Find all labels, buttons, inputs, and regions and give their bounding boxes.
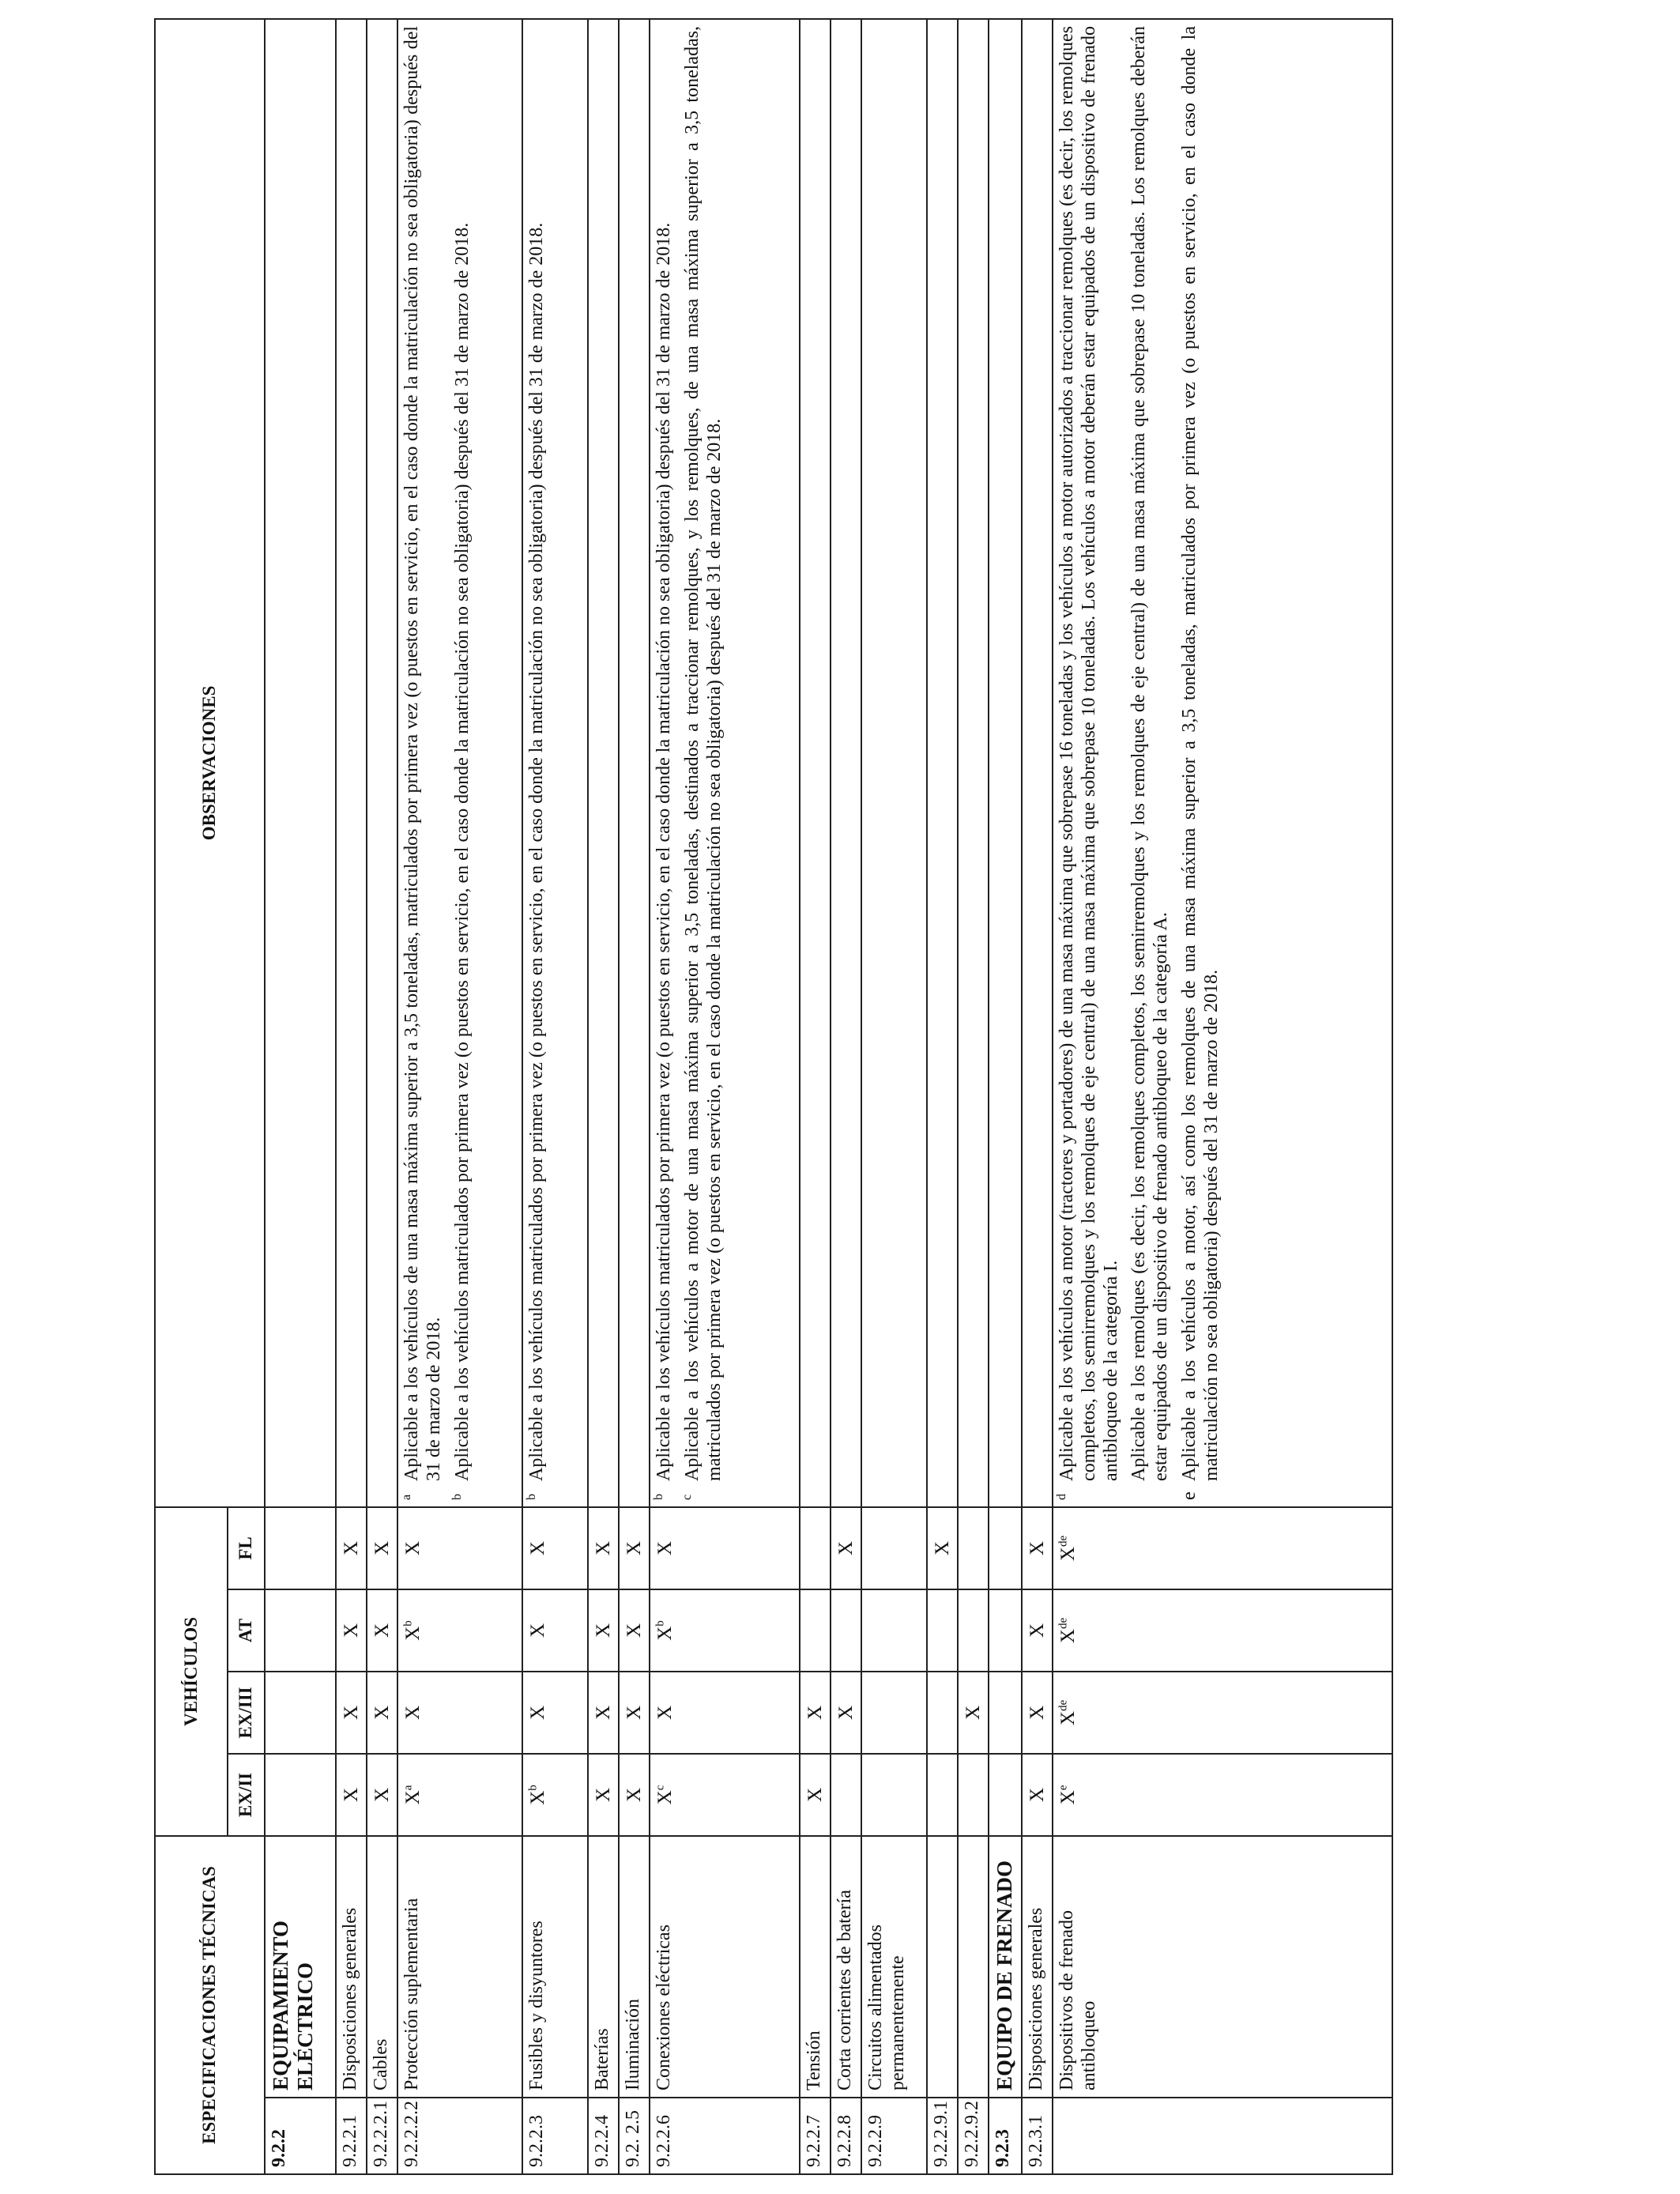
footnote-ref: e <box>1057 1785 1070 1791</box>
cell-ex2 <box>831 1754 861 1836</box>
row-observations <box>927 19 958 1507</box>
footnote-d-continued <box>1128 26 1173 1500</box>
footnote-text: Aplicable a los vehículos matriculados por primera vez (o puestos en servicio, en el caso donde la matriculación no sea obligatoria) después del 31 de marzo de 2018. <box>526 222 547 1481</box>
footnote-text: Aplicable a los vehículos de una masa máxima superior a 3,5 toneladas, matriculados por primera vez (o puestos en servicio, en el caso donde la matriculación no sea obligatoria) después del 31 de marzo de 2018. <box>401 25 444 1481</box>
row-number: 9.2.2.1 <box>336 2098 367 2174</box>
table-row <box>588 19 619 2174</box>
footnote-b: bAplicable a los vehículos matriculados por primera vez (o puestos en servicio, en el caso donde la matriculación no sea obligatoria) después del 31 de marzo de 2018. <box>652 222 674 1500</box>
cell-ex3: X <box>397 1672 522 1754</box>
cell-ex2 <box>989 1754 1022 1836</box>
cell-at <box>397 1589 522 1672</box>
cell-fl <box>265 1507 336 1589</box>
cell-at <box>958 1589 989 1672</box>
cell-ex3: X <box>958 1672 989 1754</box>
cell-ex3: X <box>522 1672 588 1754</box>
cell-fl: X <box>927 1507 958 1589</box>
cell-fl <box>800 1507 831 1589</box>
cell-at <box>927 1589 958 1672</box>
table-row <box>265 19 336 2174</box>
header-especificaciones: ESPECIFICACIONES TÉCNICAS <box>155 1836 265 2174</box>
cell-mark: X <box>527 1790 548 1805</box>
table-row <box>831 19 861 2174</box>
cell-ex3: X <box>336 1672 367 1754</box>
row-spec: Fusibles y disyuntores <box>522 1836 588 2098</box>
header-ex2: EX/II <box>228 1754 265 1836</box>
cell-ex2: X <box>336 1754 367 1836</box>
cell-ex3 <box>927 1672 958 1754</box>
cell-at <box>650 1589 800 1672</box>
cell-fl: X <box>1022 1507 1053 1589</box>
row-number: 9.2.2.9.1 <box>927 2098 958 2174</box>
cell-fl: X <box>588 1507 619 1589</box>
cell-fl <box>989 1507 1022 1589</box>
cell-ex2: X <box>800 1754 831 1836</box>
cell-at <box>831 1589 861 1672</box>
row-observations <box>397 19 522 1507</box>
cell-at <box>1053 1589 1392 1672</box>
row-spec: Disposiciones generales <box>336 1836 367 2098</box>
cell-at: X <box>619 1589 650 1672</box>
cell-fl: X <box>367 1507 397 1589</box>
table-row <box>397 19 522 2174</box>
row-number: 9.2.2.9 <box>861 2098 927 2174</box>
row-observations <box>265 19 336 1507</box>
row-observations <box>958 19 989 1507</box>
table-row <box>927 19 958 2174</box>
footnote-text: Aplicable a los vehículos a motor, así como los remolques de una masa máxima superior a 3,5 toneladas, matriculados por primera vez (o puestos en servicio, en el caso donde la matriculación no sea obligatoria) después del 31 de marzo de 2018. <box>1179 25 1222 1481</box>
footnote-c: cAplicable a los vehículos a motor de una masa máxima superior a 3,5 toneladas, destinados a traccionar remolques, y los remolques, de una masa máxima superior a 3,5 toneladas, matriculados por primera vez (o puestos en servicio, en el caso donde la matriculación no sea obligatoria) después del 31 de marzo de 2018. <box>680 25 725 1500</box>
row-observations <box>831 19 861 1507</box>
row-observations <box>367 19 397 1507</box>
row-number: 9.2.2.7 <box>800 2098 831 2174</box>
footnote-ref: de <box>1057 1617 1070 1630</box>
footnote-text: Aplicable a los vehículos a motor de una masa máxima superior a 3,5 toneladas, destinados a traccionar remolques, y los remolques, de una masa máxima superior a 3,5 toneladas, matriculados por primera vez (o puestos en servicio, en el caso donde la matriculación no sea obligatoria) después del 31 de marzo de 2018. <box>681 25 725 1481</box>
table-row <box>1053 19 1392 2174</box>
table-row <box>989 19 1022 2174</box>
table-row <box>958 19 989 2174</box>
footnote-text: Aplicable a los vehículos a motor (tractores y portadores) de una masa máxima que sobrepase 16 toneladas y los vehículos a motor autorizados a traccionar remolques (es decir, los remolques completos, los semirremolques y los remolques de eje central) de una masa máxima que sobrepase 10 toneladas. Los vehículos a motor deberán estar equipados de un dispositivo de frenado antibloqueo de la categoría I. <box>1057 25 1121 1481</box>
cell-at <box>800 1589 831 1672</box>
row-observations <box>588 19 619 1507</box>
row-number: 9.2. 2.5 <box>619 2098 650 2174</box>
row-spec: Conexiones eléctricas <box>650 1836 800 2098</box>
specifications-table <box>154 18 1393 2175</box>
row-spec: Cables <box>367 1836 397 2098</box>
header-observaciones: OBSERVACIONES <box>155 19 265 1507</box>
row-observations <box>619 19 650 1507</box>
cell-mark: X <box>402 1626 424 1641</box>
row-number: 9.2.2.6 <box>650 2098 800 2174</box>
row-observations <box>800 19 831 1507</box>
rotated-page <box>154 20 1393 2175</box>
footnote-text: Aplicable a los vehículos matriculados por primera vez (o puestos en servicio, en el caso donde la matriculación no sea obligatoria) después del 31 de marzo de 2018. <box>654 222 674 1481</box>
header-ex3: EX/III <box>228 1672 265 1754</box>
cell-ex2 <box>397 1754 522 1836</box>
row-number: 9.2.3 <box>989 2098 1022 2174</box>
table-row <box>336 19 367 2174</box>
cell-fl <box>1053 1507 1392 1589</box>
cell-ex2 <box>958 1754 989 1836</box>
cell-ex3 <box>861 1672 927 1754</box>
cell-fl: X <box>619 1507 650 1589</box>
row-spec: EQUIPAMIENTO ELÉCTRICO <box>265 1836 336 2098</box>
cell-ex2: X <box>367 1754 397 1836</box>
cell-ex2 <box>650 1754 800 1836</box>
cell-mark: X <box>1057 1711 1079 1726</box>
row-observations <box>989 19 1022 1507</box>
cell-fl <box>958 1507 989 1589</box>
cell-mark: X <box>654 1790 676 1805</box>
cell-ex2: X <box>1022 1754 1053 1836</box>
row-observations <box>1022 19 1053 1507</box>
row-number: 9.2.2.9.2 <box>958 2098 989 2174</box>
cell-ex3: X <box>800 1672 831 1754</box>
cell-fl: X <box>397 1507 522 1589</box>
cell-fl: X <box>336 1507 367 1589</box>
row-number: 9.2.3.1 <box>1022 2098 1053 2174</box>
row-spec: Tensión <box>800 1836 831 2098</box>
cell-at: X <box>522 1589 588 1672</box>
cell-ex3: X <box>588 1672 619 1754</box>
cell-ex2 <box>927 1754 958 1836</box>
footnote-e <box>1179 26 1223 1500</box>
cell-ex2: X <box>619 1754 650 1836</box>
cell-ex2 <box>265 1754 336 1836</box>
cell-ex3 <box>1053 1672 1392 1754</box>
cell-at: X <box>336 1589 367 1672</box>
cell-mark: X <box>1057 1547 1079 1562</box>
cell-ex3: X <box>619 1672 650 1754</box>
row-spec: EQUIPO DE FRENADO <box>989 1836 1022 2098</box>
footnote-ref: c <box>654 1785 667 1791</box>
row-observations <box>336 19 367 1507</box>
cell-at <box>861 1589 927 1672</box>
cell-ex2 <box>861 1754 927 1836</box>
header-at: AT <box>228 1589 265 1672</box>
cell-fl <box>861 1507 927 1589</box>
cell-fl: X <box>522 1507 588 1589</box>
cell-at <box>989 1589 1022 1672</box>
footnote-mark: e <box>1179 1491 1200 1500</box>
cell-ex3: X <box>650 1672 800 1754</box>
row-observations <box>1053 19 1392 1507</box>
header-vehiculos: VEHÍCULOS <box>155 1507 228 1836</box>
cell-ex3: X <box>831 1672 861 1754</box>
table-row <box>367 19 397 2174</box>
footnote-ref: b <box>654 1620 667 1627</box>
row-number: 9.2.2.8 <box>831 2098 861 2174</box>
footnote-b: bAplicable a los vehículos matriculados por primera vez (o puestos en servicio, en el caso donde la matriculación no sea obligatoria) después del 31 de marzo de 2018. <box>450 222 473 1500</box>
row-number: 9.2.2.2.2 <box>397 2098 522 2174</box>
row-number: 9.2.2 <box>265 2098 336 2174</box>
row-observations <box>861 19 927 1507</box>
cell-mark: X <box>1057 1790 1079 1805</box>
row-spec: Protección suplementaria <box>397 1836 522 2098</box>
row-spec <box>927 1836 958 2098</box>
footnote-ref: de <box>1057 1699 1070 1712</box>
cell-mark: X <box>654 1626 676 1641</box>
row-number: 9.2.2.4 <box>588 2098 619 2174</box>
row-number: 9.2.2.2.1 <box>367 2098 397 2174</box>
cell-at: X <box>367 1589 397 1672</box>
cell-at: X <box>1022 1589 1053 1672</box>
row-number: 9.2.2.3 <box>522 2098 588 2174</box>
table-row <box>522 19 588 2174</box>
footnote-ref: b <box>526 1785 540 1791</box>
row-spec: Baterías <box>588 1836 619 2098</box>
cell-ex3: X <box>367 1672 397 1754</box>
table-row <box>800 19 831 2174</box>
row-observations <box>650 19 800 1507</box>
row-spec: Iluminación <box>619 1836 650 2098</box>
cell-mark: X <box>1057 1629 1079 1644</box>
footnote-ref: de <box>1057 1535 1070 1547</box>
row-observations <box>522 19 588 1507</box>
row-spec: Corta corrientes de batería <box>831 1836 861 2098</box>
row-spec: Dispositivos de frenado antibloqueo <box>1053 1836 1392 2098</box>
cell-mark: X <box>402 1790 424 1805</box>
cell-fl: X <box>831 1507 861 1589</box>
cell-fl: X <box>650 1507 800 1589</box>
row-number <box>1053 2098 1392 2174</box>
header-fl: FL <box>228 1507 265 1589</box>
cell-at: X <box>588 1589 619 1672</box>
row-spec <box>958 1836 989 2098</box>
footnote-text: Aplicable a los remolques (es decir, los remolques completos, los semirremolques y los remolques de eje central) de una masa máxima que sobrepase 10 toneladas. Los remolques deberán estar equipados de un dispositivo de frenado antibloqueo de la categoría A. <box>1128 25 1172 1481</box>
cell-ex3 <box>265 1672 336 1754</box>
cell-ex3: X <box>1022 1672 1053 1754</box>
footnote-b: bAplicable a los vehículos matriculados por primera vez (o puestos en servicio, en el caso donde la matriculación no sea obligatoria) después del 31 de marzo de 2018. <box>525 222 547 1500</box>
footnote-text: Aplicable a los vehículos matriculados por primera vez (o puestos en servicio, en el caso donde la matriculación no sea obligatoria) después del 31 de marzo de 2018. <box>451 222 473 1481</box>
table-row <box>619 19 650 2174</box>
row-spec: Circuitos alimentados permanentemente <box>861 1836 927 2098</box>
row-spec: Disposiciones generales <box>1022 1836 1053 2098</box>
footnote-ref: a <box>401 1785 415 1791</box>
table-row <box>861 19 927 2174</box>
cell-ex2 <box>1053 1754 1392 1836</box>
footnote-d: dAplicable a los vehículos a motor (tractores y portadores) de una masa máxima que sobrepase 16 toneladas y los vehículos a motor autorizados a traccionar remolques (es decir, los remolques completos, los semirremolques y los remolques de eje central) de una masa máxima que sobrepase 10 toneladas. Los vehículos a motor deberán estar equipados de un dispositivo de frenado antibloqueo de la categoría I. <box>1055 25 1121 1500</box>
footnote-a: aAplicable a los vehículos de una masa máxima superior a 3,5 toneladas, matriculados por primera vez (o puestos en servicio, en el caso donde la matriculación no sea obligatoria) después del 31 de marzo de 2018. <box>400 25 444 1500</box>
cell-ex2 <box>522 1754 588 1836</box>
cell-ex3 <box>989 1672 1022 1754</box>
footnote-ref: b <box>401 1620 415 1627</box>
table-row <box>1022 19 1053 2174</box>
cell-at <box>265 1589 336 1672</box>
table-row <box>650 19 800 2174</box>
cell-ex2: X <box>588 1754 619 1836</box>
